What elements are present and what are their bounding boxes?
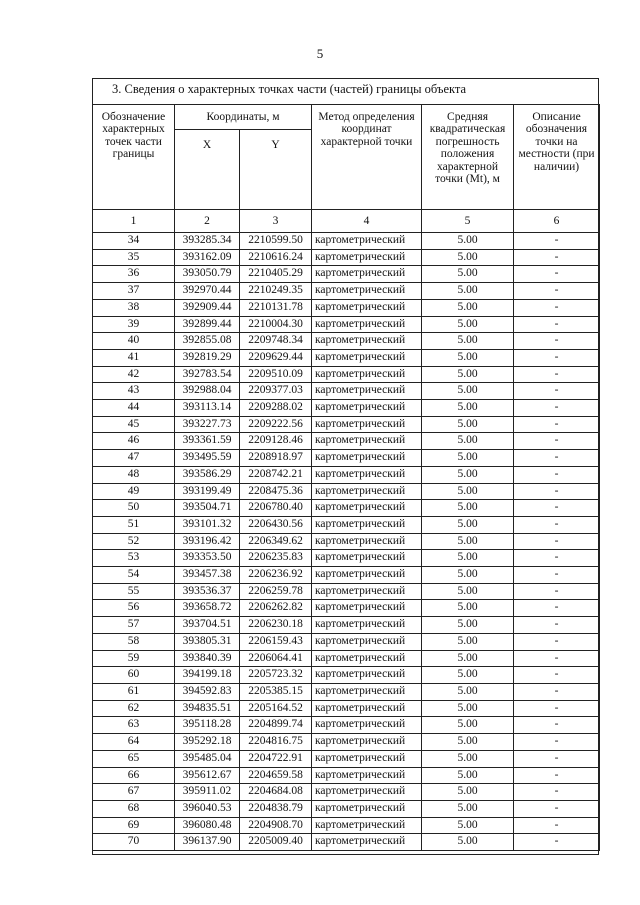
table-row	[93, 734, 600, 751]
coord-x-cell: 393457.38	[175, 567, 240, 584]
method-cell: картометрический	[312, 583, 422, 600]
point-id-cell: 54	[93, 567, 175, 584]
accuracy-cell: 5.00	[422, 533, 514, 550]
description-cell: -	[514, 249, 600, 266]
table-row	[93, 700, 600, 717]
coord-x-cell: 393840.39	[175, 650, 240, 667]
table-row	[93, 516, 600, 533]
description-cell: -	[514, 433, 600, 450]
accuracy-cell: 5.00	[422, 667, 514, 684]
table-row	[93, 533, 600, 550]
points-table	[92, 104, 600, 851]
description-cell: -	[514, 750, 600, 767]
description-cell: -	[514, 516, 600, 533]
coord-y-cell: 2206262.82	[240, 600, 312, 617]
accuracy-cell: 5.00	[422, 633, 514, 650]
coord-x-cell: 392909.44	[175, 299, 240, 316]
coord-y-cell: 2210249.35	[240, 283, 312, 300]
description-cell: -	[514, 349, 600, 366]
point-id-cell: 56	[93, 600, 175, 617]
table-row	[93, 817, 600, 834]
coord-x-cell: 393353.50	[175, 550, 240, 567]
column-number: 6	[514, 210, 600, 233]
table-row	[93, 500, 600, 517]
header-y	[240, 130, 312, 210]
method-cell: картометрический	[312, 750, 422, 767]
header-coordinates-label: Координаты, м	[206, 111, 280, 123]
column-number-row	[93, 210, 600, 233]
table-row	[93, 316, 600, 333]
accuracy-cell: 5.00	[422, 683, 514, 700]
accuracy-cell: 5.00	[422, 450, 514, 467]
coord-y-cell: 2209377.03	[240, 383, 312, 400]
accuracy-cell: 5.00	[422, 233, 514, 250]
method-cell: картометрический	[312, 450, 422, 467]
description-cell: -	[514, 266, 600, 283]
accuracy-cell: 5.00	[422, 784, 514, 801]
coord-x-cell: 393196.42	[175, 533, 240, 550]
coord-x-cell: 393658.72	[175, 600, 240, 617]
description-cell: -	[514, 383, 600, 400]
coord-x-cell: 392855.08	[175, 333, 240, 350]
accuracy-cell: 5.00	[422, 283, 514, 300]
description-cell: -	[514, 233, 600, 250]
header-accuracy	[422, 105, 514, 210]
header-description	[514, 105, 600, 210]
point-id-cell: 53	[93, 550, 175, 567]
description-cell: -	[514, 567, 600, 584]
point-id-cell: 59	[93, 650, 175, 667]
description-cell: -	[514, 767, 600, 784]
method-cell: картометрический	[312, 600, 422, 617]
description-cell: -	[514, 466, 600, 483]
coord-y-cell: 2204659.58	[240, 767, 312, 784]
coord-y-cell: 2204816.75	[240, 734, 312, 751]
coord-y-cell: 2205723.32	[240, 667, 312, 684]
accuracy-cell: 5.00	[422, 700, 514, 717]
description-cell: -	[514, 667, 600, 684]
point-id-cell: 46	[93, 433, 175, 450]
point-id-cell: 43	[93, 383, 175, 400]
coord-x-cell: 394592.83	[175, 683, 240, 700]
point-id-cell: 62	[93, 700, 175, 717]
coord-y-cell: 2204838.79	[240, 800, 312, 817]
coord-x-cell: 393704.51	[175, 617, 240, 634]
point-id-cell: 57	[93, 617, 175, 634]
description-cell: -	[514, 283, 600, 300]
coord-y-cell: 2210131.78	[240, 299, 312, 316]
description-cell: -	[514, 650, 600, 667]
method-cell: картометрический	[312, 366, 422, 383]
table-row	[93, 366, 600, 383]
point-id-cell: 34	[93, 233, 175, 250]
coord-x-cell: 393361.59	[175, 433, 240, 450]
method-cell: картометрический	[312, 717, 422, 734]
accuracy-cell: 5.00	[422, 383, 514, 400]
method-cell: картометрический	[312, 784, 422, 801]
column-number: 3	[240, 210, 312, 233]
accuracy-cell: 5.00	[422, 767, 514, 784]
point-id-cell: 69	[93, 817, 175, 834]
coord-y-cell: 2208918.97	[240, 450, 312, 467]
method-cell: картометрический	[312, 466, 422, 483]
point-id-cell: 67	[93, 784, 175, 801]
table-row	[93, 717, 600, 734]
coord-x-cell: 393101.32	[175, 516, 240, 533]
coord-y-cell: 2209748.34	[240, 333, 312, 350]
coord-y-cell: 2206159.43	[240, 633, 312, 650]
coord-y-cell: 2209629.44	[240, 349, 312, 366]
accuracy-cell: 5.00	[422, 416, 514, 433]
method-cell: картометрический	[312, 533, 422, 550]
method-cell: картометрический	[312, 249, 422, 266]
description-cell: -	[514, 500, 600, 517]
table-row	[93, 800, 600, 817]
coord-x-cell: 395118.28	[175, 717, 240, 734]
coord-x-cell: 395485.04	[175, 750, 240, 767]
method-cell: картометрический	[312, 299, 422, 316]
method-cell: картометрический	[312, 516, 422, 533]
accuracy-cell: 5.00	[422, 600, 514, 617]
coord-x-cell: 393285.34	[175, 233, 240, 250]
accuracy-cell: 5.00	[422, 349, 514, 366]
section-title: 3. Сведения о характерных точках части (частей) границы объекта	[112, 82, 467, 96]
point-id-cell: 38	[93, 299, 175, 316]
method-cell: картометрический	[312, 283, 422, 300]
method-cell: картометрический	[312, 567, 422, 584]
table-row	[93, 400, 600, 417]
coord-y-cell: 2210616.24	[240, 249, 312, 266]
point-id-cell: 44	[93, 400, 175, 417]
point-id-cell: 70	[93, 834, 175, 851]
column-number: 2	[175, 210, 240, 233]
coord-x-cell: 393162.09	[175, 249, 240, 266]
table-row	[93, 600, 600, 617]
table-row	[93, 283, 600, 300]
coord-y-cell: 2208475.36	[240, 483, 312, 500]
column-number: 4	[312, 210, 422, 233]
point-id-cell: 50	[93, 500, 175, 517]
point-id-cell: 35	[93, 249, 175, 266]
point-id-cell: 68	[93, 800, 175, 817]
description-cell: -	[514, 333, 600, 350]
column-number: 5	[422, 210, 514, 233]
coord-x-cell: 394835.51	[175, 700, 240, 717]
point-id-cell: 36	[93, 266, 175, 283]
point-id-cell: 63	[93, 717, 175, 734]
coord-x-cell: 393536.37	[175, 583, 240, 600]
coord-x-cell: 394199.18	[175, 667, 240, 684]
coord-y-cell: 2204899.74	[240, 717, 312, 734]
accuracy-cell: 5.00	[422, 834, 514, 851]
column-number: 1	[93, 210, 175, 233]
table-row	[93, 583, 600, 600]
point-id-cell: 52	[93, 533, 175, 550]
coord-x-cell: 393504.71	[175, 500, 240, 517]
table-row	[93, 667, 600, 684]
accuracy-cell: 5.00	[422, 800, 514, 817]
accuracy-cell: 5.00	[422, 567, 514, 584]
coord-y-cell: 2210599.50	[240, 233, 312, 250]
description-cell: -	[514, 600, 600, 617]
description-cell: -	[514, 817, 600, 834]
accuracy-cell: 5.00	[422, 266, 514, 283]
accuracy-cell: 5.00	[422, 550, 514, 567]
coord-y-cell: 2205164.52	[240, 700, 312, 717]
method-cell: картометрический	[312, 800, 422, 817]
coord-y-cell: 2204722.91	[240, 750, 312, 767]
description-cell: -	[514, 533, 600, 550]
point-id-cell: 39	[93, 316, 175, 333]
point-id-cell: 45	[93, 416, 175, 433]
coord-x-cell: 393586.29	[175, 466, 240, 483]
header-y-label: Y	[271, 139, 280, 151]
description-cell: -	[514, 450, 600, 467]
coord-x-cell: 395612.67	[175, 767, 240, 784]
table-row	[93, 383, 600, 400]
table-row	[93, 767, 600, 784]
accuracy-cell: 5.00	[422, 299, 514, 316]
page-number: 5	[316, 46, 324, 61]
table-row	[93, 333, 600, 350]
description-cell: -	[514, 316, 600, 333]
coord-x-cell: 395911.02	[175, 784, 240, 801]
description-cell: -	[514, 784, 600, 801]
description-cell: -	[514, 583, 600, 600]
coord-x-cell: 392819.29	[175, 349, 240, 366]
accuracy-cell: 5.00	[422, 516, 514, 533]
method-cell: картометрический	[312, 650, 422, 667]
method-cell: картометрический	[312, 834, 422, 851]
coord-x-cell: 393050.79	[175, 266, 240, 283]
description-cell: -	[514, 633, 600, 650]
coord-x-cell: 395292.18	[175, 734, 240, 751]
description-cell: -	[514, 734, 600, 751]
method-cell: картометрический	[312, 400, 422, 417]
coord-y-cell: 2206780.40	[240, 500, 312, 517]
point-id-cell: 49	[93, 483, 175, 500]
description-cell: -	[514, 299, 600, 316]
method-cell: картометрический	[312, 767, 422, 784]
coord-x-cell: 393227.73	[175, 416, 240, 433]
coord-x-cell: 396080.48	[175, 817, 240, 834]
header-method	[312, 105, 422, 210]
description-cell: -	[514, 483, 600, 500]
coord-y-cell: 2205385.15	[240, 683, 312, 700]
method-cell: картометрический	[312, 667, 422, 684]
table-row	[93, 349, 600, 366]
table-row	[93, 433, 600, 450]
description-cell: -	[514, 400, 600, 417]
method-cell: картометрический	[312, 416, 422, 433]
method-cell: картометрический	[312, 233, 422, 250]
table-row	[93, 633, 600, 650]
coord-y-cell: 2204684.08	[240, 784, 312, 801]
table-row	[93, 567, 600, 584]
coord-x-cell: 396040.53	[175, 800, 240, 817]
point-id-cell: 41	[93, 349, 175, 366]
method-cell: картометрический	[312, 266, 422, 283]
table-row	[93, 416, 600, 433]
accuracy-cell: 5.00	[422, 650, 514, 667]
coord-y-cell: 2204908.70	[240, 817, 312, 834]
method-cell: картометрический	[312, 700, 422, 717]
accuracy-cell: 5.00	[422, 433, 514, 450]
coord-x-cell: 392988.04	[175, 383, 240, 400]
accuracy-cell: 5.00	[422, 817, 514, 834]
coord-y-cell: 2210405.29	[240, 266, 312, 283]
accuracy-cell: 5.00	[422, 500, 514, 517]
accuracy-cell: 5.00	[422, 249, 514, 266]
coord-y-cell: 2206064.41	[240, 650, 312, 667]
table-row	[93, 483, 600, 500]
point-id-cell: 55	[93, 583, 175, 600]
method-cell: картометрический	[312, 316, 422, 333]
coord-y-cell: 2206430.56	[240, 516, 312, 533]
coord-x-cell: 393113.14	[175, 400, 240, 417]
accuracy-cell: 5.00	[422, 717, 514, 734]
description-cell: -	[514, 366, 600, 383]
description-cell: -	[514, 683, 600, 700]
accuracy-cell: 5.00	[422, 316, 514, 333]
table-row	[93, 683, 600, 700]
header-accuracy-label: Средняя квадратическая погрешность положения характерной точки (Mt), м	[429, 111, 506, 186]
coord-x-cell: 393199.49	[175, 483, 240, 500]
point-id-cell: 37	[93, 283, 175, 300]
description-cell: -	[514, 800, 600, 817]
method-cell: картометрический	[312, 734, 422, 751]
point-id-cell: 42	[93, 366, 175, 383]
coord-y-cell: 2209288.02	[240, 400, 312, 417]
coord-y-cell: 2205009.40	[240, 834, 312, 851]
description-cell: -	[514, 834, 600, 851]
coord-x-cell: 392783.54	[175, 366, 240, 383]
header-designation-label: Обозначение характерных точек части границы	[101, 111, 166, 161]
method-cell: картометрический	[312, 349, 422, 366]
coord-y-cell: 2206230.18	[240, 617, 312, 634]
point-id-cell: 40	[93, 333, 175, 350]
description-cell: -	[514, 617, 600, 634]
method-cell: картометрический	[312, 500, 422, 517]
table-row	[93, 299, 600, 316]
header-coordinates	[175, 105, 312, 130]
method-cell: картометрический	[312, 433, 422, 450]
coord-y-cell: 2209222.56	[240, 416, 312, 433]
coord-x-cell: 393805.31	[175, 633, 240, 650]
coord-y-cell: 2208742.21	[240, 466, 312, 483]
description-cell: -	[514, 550, 600, 567]
method-cell: картометрический	[312, 683, 422, 700]
point-id-cell: 58	[93, 633, 175, 650]
table-row	[93, 650, 600, 667]
accuracy-cell: 5.00	[422, 400, 514, 417]
coord-x-cell: 392970.44	[175, 283, 240, 300]
method-cell: картометрический	[312, 633, 422, 650]
point-id-cell: 66	[93, 767, 175, 784]
method-cell: картометрический	[312, 617, 422, 634]
table-row	[93, 784, 600, 801]
accuracy-cell: 5.00	[422, 583, 514, 600]
accuracy-cell: 5.00	[422, 734, 514, 751]
table-row	[93, 266, 600, 283]
header-description-label: Описание обозначения точки на местности (при наличии)	[518, 111, 595, 173]
table-row	[93, 249, 600, 266]
coord-x-cell: 392899.44	[175, 316, 240, 333]
method-cell: картометрический	[312, 550, 422, 567]
header-x-label: X	[202, 139, 212, 151]
header-method-label: Метод определения координат характерной точки	[318, 111, 415, 148]
method-cell: картометрический	[312, 383, 422, 400]
method-cell: картометрический	[312, 483, 422, 500]
description-cell: -	[514, 416, 600, 433]
method-cell: картометрический	[312, 333, 422, 350]
table-row	[93, 550, 600, 567]
table-row	[93, 617, 600, 634]
coord-x-cell: 396137.90	[175, 834, 240, 851]
coord-x-cell: 393495.59	[175, 450, 240, 467]
header-designation	[93, 105, 175, 210]
points-table-body	[93, 233, 600, 851]
accuracy-cell: 5.00	[422, 617, 514, 634]
point-id-cell: 60	[93, 667, 175, 684]
point-id-cell: 47	[93, 450, 175, 467]
accuracy-cell: 5.00	[422, 750, 514, 767]
coord-y-cell: 2209510.09	[240, 366, 312, 383]
coord-y-cell: 2210004.30	[240, 316, 312, 333]
accuracy-cell: 5.00	[422, 483, 514, 500]
table-row	[93, 834, 600, 851]
accuracy-cell: 5.00	[422, 366, 514, 383]
point-id-cell: 64	[93, 734, 175, 751]
description-cell: -	[514, 717, 600, 734]
accuracy-cell: 5.00	[422, 466, 514, 483]
coord-y-cell: 2206349.62	[240, 533, 312, 550]
point-id-cell: 61	[93, 683, 175, 700]
table-row	[93, 233, 600, 250]
point-id-cell: 51	[93, 516, 175, 533]
table-row	[93, 466, 600, 483]
accuracy-cell: 5.00	[422, 333, 514, 350]
point-id-cell: 65	[93, 750, 175, 767]
method-cell: картометрический	[312, 817, 422, 834]
coord-y-cell: 2206235.83	[240, 550, 312, 567]
table-row	[93, 450, 600, 467]
table-row	[93, 750, 600, 767]
coord-y-cell: 2209128.46	[240, 433, 312, 450]
coord-y-cell: 2206236.92	[240, 567, 312, 584]
description-cell: -	[514, 700, 600, 717]
coord-y-cell: 2206259.78	[240, 583, 312, 600]
header-x	[175, 130, 240, 210]
point-id-cell: 48	[93, 466, 175, 483]
